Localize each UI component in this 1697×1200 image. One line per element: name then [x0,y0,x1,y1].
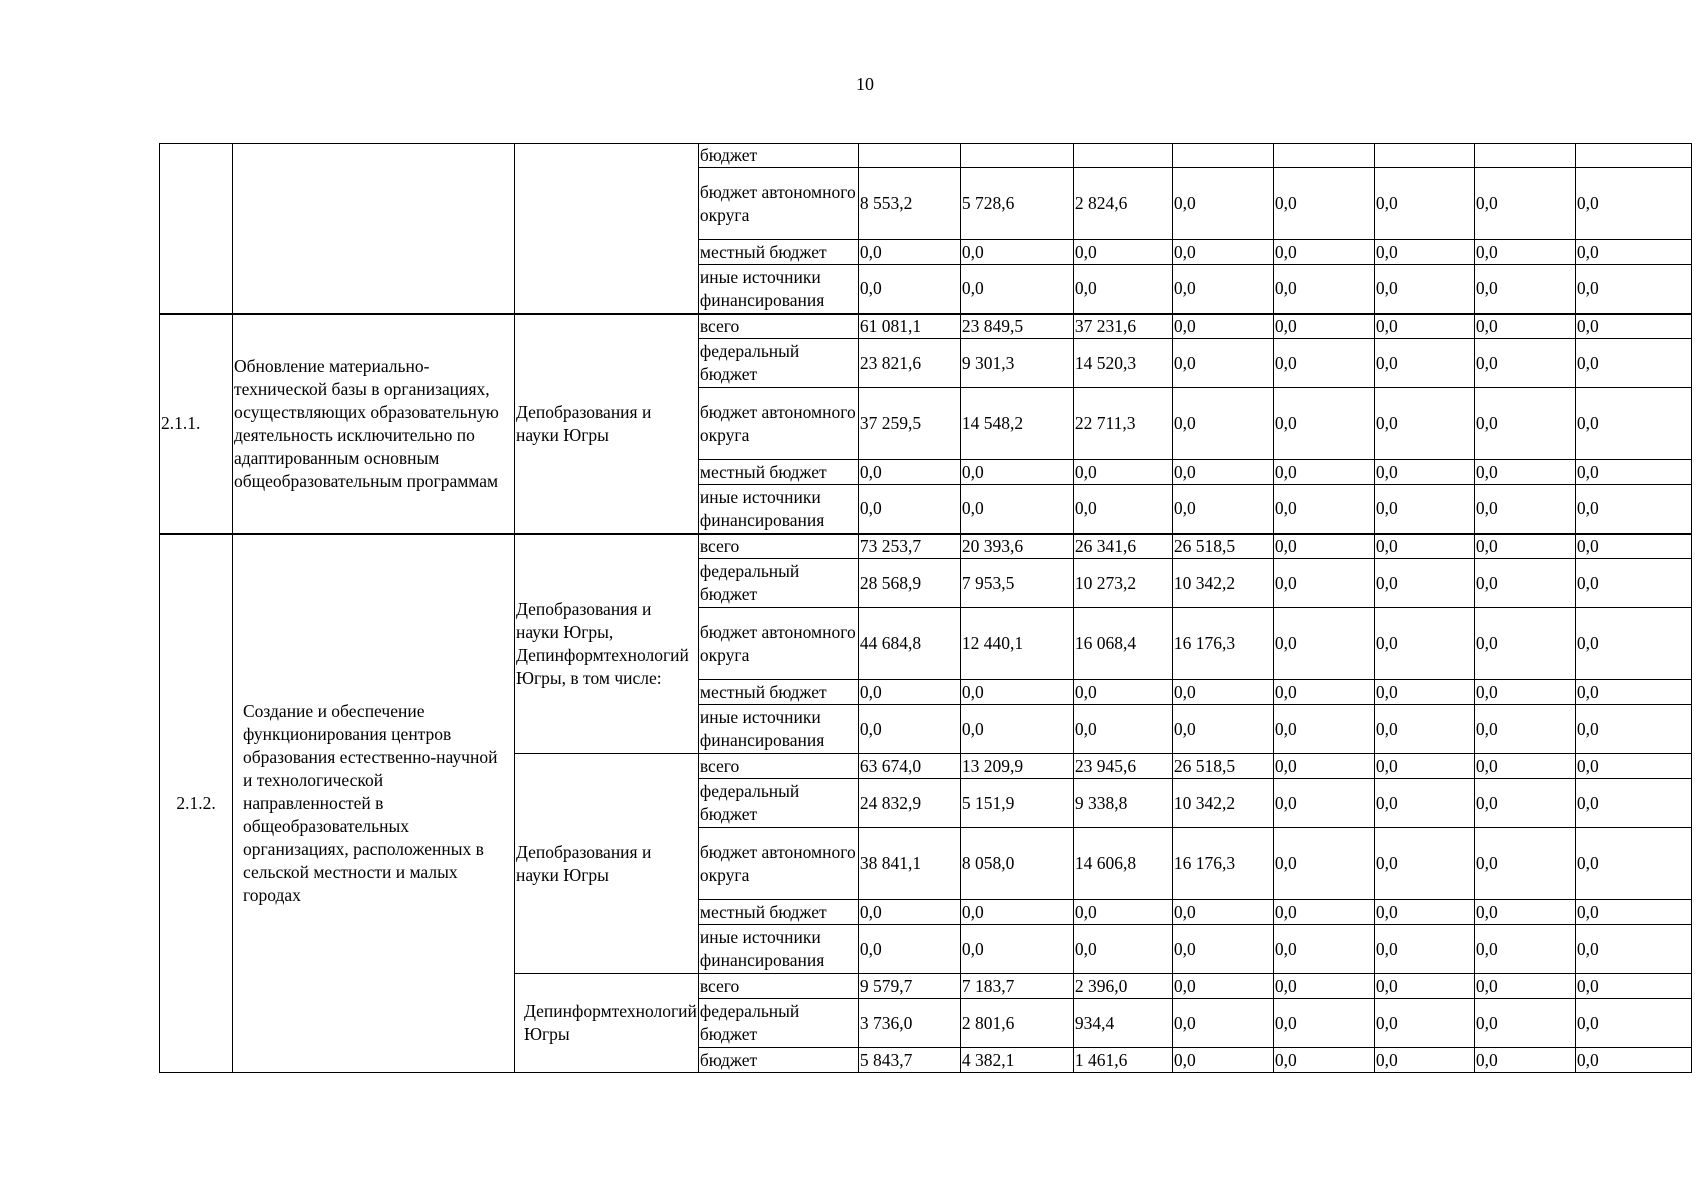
item-name: Обновление материально-технической базы в организациях, осуществляющих образовательную деятельность исключительно по адаптированным основным общеобразовательным программам [233,314,515,534]
amount-cell: 0,0 [1273,485,1374,534]
amount-cell: 0,0 [858,925,960,974]
amount-cell: 0,0 [1374,828,1474,900]
funding-source: местный бюджет [698,680,858,705]
item-executor: Депобразования и науки Югры [515,314,699,534]
amount-cell: 0,0 [1172,314,1273,339]
amount-cell: 26 518,5 [1172,534,1273,559]
amount-cell: 0,0 [1575,925,1691,974]
amount-cell: 0,0 [1374,460,1474,485]
amount-cell: 0,0 [1172,265,1273,314]
amount-cell: 0,0 [1374,900,1474,925]
amount-cell [858,144,960,168]
amount-cell: 0,0 [1273,925,1374,974]
funding-source: бюджет автономного округа [698,168,858,240]
amount-cell: 0,0 [1575,168,1691,240]
amount-cell: 13 209,9 [960,754,1073,779]
amount-cell [1575,144,1691,168]
amount-cell: 2 396,0 [1073,974,1172,999]
amount-cell: 0,0 [1575,559,1691,608]
funding-source: всего [698,754,858,779]
amount-cell: 9 338,8 [1073,779,1172,828]
amount-cell: 0,0 [1575,999,1691,1048]
amount-cell: 44 684,8 [858,608,960,680]
funding-source: бюджет [698,144,858,168]
amount-cell: 0,0 [1172,240,1273,265]
amount-cell: 23 821,6 [858,339,960,388]
amount-cell: 0,0 [1575,460,1691,485]
amount-cell: 0,0 [1073,900,1172,925]
amount-cell: 0,0 [858,705,960,754]
amount-cell: 0,0 [960,460,1073,485]
amount-cell: 0,0 [1172,339,1273,388]
amount-cell: 0,0 [1073,680,1172,705]
amount-cell: 9 579,7 [858,974,960,999]
amount-cell: 0,0 [1073,925,1172,974]
amount-cell: 0,0 [1474,828,1575,900]
amount-cell: 16 068,4 [1073,608,1172,680]
amount-cell: 0,0 [1374,680,1474,705]
amount-cell: 0,0 [1273,779,1374,828]
amount-cell [1073,144,1172,168]
amount-cell: 0,0 [1575,608,1691,680]
item-executor: Депобразования и науки Югры, Депинформтехнологий Югры, в том числе: [515,534,699,754]
funding-source: бюджет автономного округа [698,388,858,460]
amount-cell: 0,0 [1474,534,1575,559]
funding-source: всего [698,974,858,999]
amount-cell: 0,0 [1374,168,1474,240]
funding-source: иные источники финансирования [698,485,858,534]
amount-cell: 0,0 [960,265,1073,314]
amount-cell: 0,0 [1273,974,1374,999]
amount-cell: 28 568,9 [858,559,960,608]
amount-cell: 0,0 [858,265,960,314]
amount-cell: 12 440,1 [960,608,1073,680]
amount-cell: 0,0 [1172,974,1273,999]
amount-cell: 0,0 [1474,974,1575,999]
funding-source: бюджет автономного округа [698,608,858,680]
amount-cell: 0,0 [1273,999,1374,1048]
amount-cell: 0,0 [1273,1048,1374,1073]
amount-cell: 0,0 [1474,339,1575,388]
funding-source: федеральный бюджет [698,999,858,1048]
amount-cell: 934,4 [1073,999,1172,1048]
amount-cell: 0,0 [1172,705,1273,754]
amount-cell: 7 953,5 [960,559,1073,608]
amount-cell: 37 231,6 [1073,314,1172,339]
amount-cell: 0,0 [858,460,960,485]
funding-source: бюджет [698,1048,858,1073]
item-number: 2.1.2. [160,534,233,1073]
amount-cell: 0,0 [1474,485,1575,534]
funding-source: иные источники финансирования [698,265,858,314]
amount-cell [1273,144,1374,168]
amount-cell: 37 259,5 [858,388,960,460]
amount-cell: 0,0 [1575,265,1691,314]
amount-cell: 0,0 [858,240,960,265]
amount-cell: 0,0 [1172,485,1273,534]
item-executor: Депобразования и науки Югры [515,754,699,974]
amount-cell: 0,0 [1374,265,1474,314]
amount-cell: 0,0 [1474,925,1575,974]
amount-cell: 0,0 [1474,168,1575,240]
amount-cell: 0,0 [1575,240,1691,265]
amount-cell: 0,0 [1172,388,1273,460]
amount-cell: 0,0 [960,240,1073,265]
funding-source: иные источники финансирования [698,705,858,754]
table-row [160,314,1692,339]
amount-cell: 10 342,2 [1172,559,1273,608]
amount-cell: 23 945,6 [1073,754,1172,779]
amount-cell: 0,0 [1273,828,1374,900]
item-executor [515,144,699,314]
funding-source: местный бюджет [698,240,858,265]
amount-cell: 0,0 [960,900,1073,925]
amount-cell: 0,0 [1273,680,1374,705]
amount-cell: 0,0 [858,680,960,705]
amount-cell: 0,0 [1575,754,1691,779]
amount-cell: 14 548,2 [960,388,1073,460]
amount-cell: 5 728,6 [960,168,1073,240]
amount-cell: 0,0 [1374,1048,1474,1073]
amount-cell: 0,0 [1575,485,1691,534]
amount-cell: 0,0 [1374,485,1474,534]
amount-cell: 0,0 [1374,339,1474,388]
amount-cell: 0,0 [1273,388,1374,460]
amount-cell: 0,0 [1374,925,1474,974]
item-name [233,144,515,314]
table-row [160,144,1692,168]
page-number: 10 [856,74,874,94]
amount-cell: 0,0 [1172,1048,1273,1073]
amount-cell: 2 824,6 [1073,168,1172,240]
funding-source: федеральный бюджет [698,339,858,388]
amount-cell: 3 736,0 [858,999,960,1048]
amount-cell: 0,0 [1374,999,1474,1048]
amount-cell: 0,0 [1073,460,1172,485]
amount-cell: 10 342,2 [1172,779,1273,828]
amount-cell: 0,0 [1474,680,1575,705]
amount-cell: 16 176,3 [1172,828,1273,900]
amount-cell: 4 382,1 [960,1048,1073,1073]
amount-cell: 0,0 [858,485,960,534]
amount-cell: 5 843,7 [858,1048,960,1073]
amount-cell: 0,0 [1374,314,1474,339]
amount-cell: 0,0 [1073,705,1172,754]
amount-cell: 0,0 [1374,388,1474,460]
amount-cell [1172,144,1273,168]
amount-cell: 0,0 [1374,559,1474,608]
amount-cell: 0,0 [1474,240,1575,265]
amount-cell: 0,0 [1172,680,1273,705]
amount-cell [1374,144,1474,168]
budget-table [159,143,1692,1073]
amount-cell: 9 301,3 [960,339,1073,388]
amount-cell: 63 674,0 [858,754,960,779]
amount-cell: 0,0 [1172,168,1273,240]
amount-cell: 0,0 [1374,705,1474,754]
amount-cell: 0,0 [1273,339,1374,388]
funding-source: федеральный бюджет [698,559,858,608]
amount-cell: 1 461,6 [1073,1048,1172,1073]
amount-cell: 5 151,9 [960,779,1073,828]
amount-cell: 0,0 [1273,168,1374,240]
amount-cell: 0,0 [1575,339,1691,388]
amount-cell: 61 081,1 [858,314,960,339]
amount-cell: 0,0 [1273,900,1374,925]
funding-source: бюджет автономного округа [698,828,858,900]
amount-cell: 38 841,1 [858,828,960,900]
amount-cell: 0,0 [1575,534,1691,559]
amount-cell: 0,0 [1474,900,1575,925]
amount-cell: 0,0 [1474,388,1575,460]
amount-cell: 0,0 [960,705,1073,754]
amount-cell: 0,0 [1575,680,1691,705]
funding-source: местный бюджет [698,900,858,925]
funding-source: всего [698,314,858,339]
amount-cell: 10 273,2 [1073,559,1172,608]
amount-cell: 0,0 [1575,388,1691,460]
amount-cell: 0,0 [1474,265,1575,314]
funding-source: федеральный бюджет [698,779,858,828]
amount-cell: 0,0 [1575,779,1691,828]
amount-cell: 0,0 [1474,314,1575,339]
amount-cell [960,144,1073,168]
amount-cell: 0,0 [1474,559,1575,608]
amount-cell: 14 520,3 [1073,339,1172,388]
amount-cell: 7 183,7 [960,974,1073,999]
amount-cell: 8 058,0 [960,828,1073,900]
amount-cell: 24 832,9 [858,779,960,828]
amount-cell: 0,0 [1273,265,1374,314]
amount-cell: 0,0 [1374,608,1474,680]
amount-cell: 73 253,7 [858,534,960,559]
item-number: 2.1.1. [160,314,233,534]
amount-cell: 0,0 [1273,754,1374,779]
amount-cell: 0,0 [960,485,1073,534]
amount-cell: 0,0 [1273,314,1374,339]
amount-cell: 0,0 [960,925,1073,974]
amount-cell: 0,0 [1374,779,1474,828]
amount-cell: 20 393,6 [960,534,1073,559]
amount-cell: 0,0 [1273,460,1374,485]
amount-cell: 0,0 [1073,485,1172,534]
amount-cell: 0,0 [1273,240,1374,265]
item-executor: Депинформтехнологий Югры [515,974,699,1073]
amount-cell: 0,0 [1273,534,1374,559]
table-row [160,534,1692,559]
amount-cell: 0,0 [1172,900,1273,925]
amount-cell: 8 553,2 [858,168,960,240]
amount-cell: 0,0 [1273,705,1374,754]
amount-cell [1474,144,1575,168]
amount-cell: 0,0 [1575,974,1691,999]
amount-cell: 0,0 [1474,705,1575,754]
amount-cell: 0,0 [1474,754,1575,779]
amount-cell: 0,0 [1474,608,1575,680]
amount-cell: 0,0 [1575,705,1691,754]
amount-cell: 0,0 [1474,779,1575,828]
amount-cell: 0,0 [858,900,960,925]
amount-cell: 23 849,5 [960,314,1073,339]
amount-cell: 0,0 [1374,754,1474,779]
amount-cell: 0,0 [1273,559,1374,608]
amount-cell: 0,0 [1172,925,1273,974]
amount-cell: 16 176,3 [1172,608,1273,680]
amount-cell: 0,0 [1073,265,1172,314]
amount-cell: 0,0 [1374,240,1474,265]
amount-cell: 0,0 [1172,999,1273,1048]
funding-source: всего [698,534,858,559]
funding-source: местный бюджет [698,460,858,485]
amount-cell: 0,0 [1374,974,1474,999]
amount-cell: 0,0 [1172,460,1273,485]
funding-source: иные источники финансирования [698,925,858,974]
item-name: Создание и обеспечение функционирования центров образования естественно-научной и технологической направленностей в общеобразовательных организациях, расположенных в сельской местности и малых городах [233,534,515,1073]
amount-cell: 0,0 [1575,900,1691,925]
amount-cell: 22 711,3 [1073,388,1172,460]
amount-cell: 26 341,6 [1073,534,1172,559]
amount-cell: 0,0 [1374,534,1474,559]
amount-cell: 0,0 [1474,1048,1575,1073]
amount-cell: 2 801,6 [960,999,1073,1048]
amount-cell: 0,0 [1575,1048,1691,1073]
amount-cell: 0,0 [1273,608,1374,680]
amount-cell: 0,0 [1474,460,1575,485]
amount-cell: 26 518,5 [1172,754,1273,779]
amount-cell: 0,0 [1575,828,1691,900]
amount-cell: 0,0 [1575,314,1691,339]
amount-cell: 0,0 [1073,240,1172,265]
amount-cell: 0,0 [1474,999,1575,1048]
item-number [160,144,233,314]
amount-cell: 14 606,8 [1073,828,1172,900]
amount-cell: 0,0 [960,680,1073,705]
